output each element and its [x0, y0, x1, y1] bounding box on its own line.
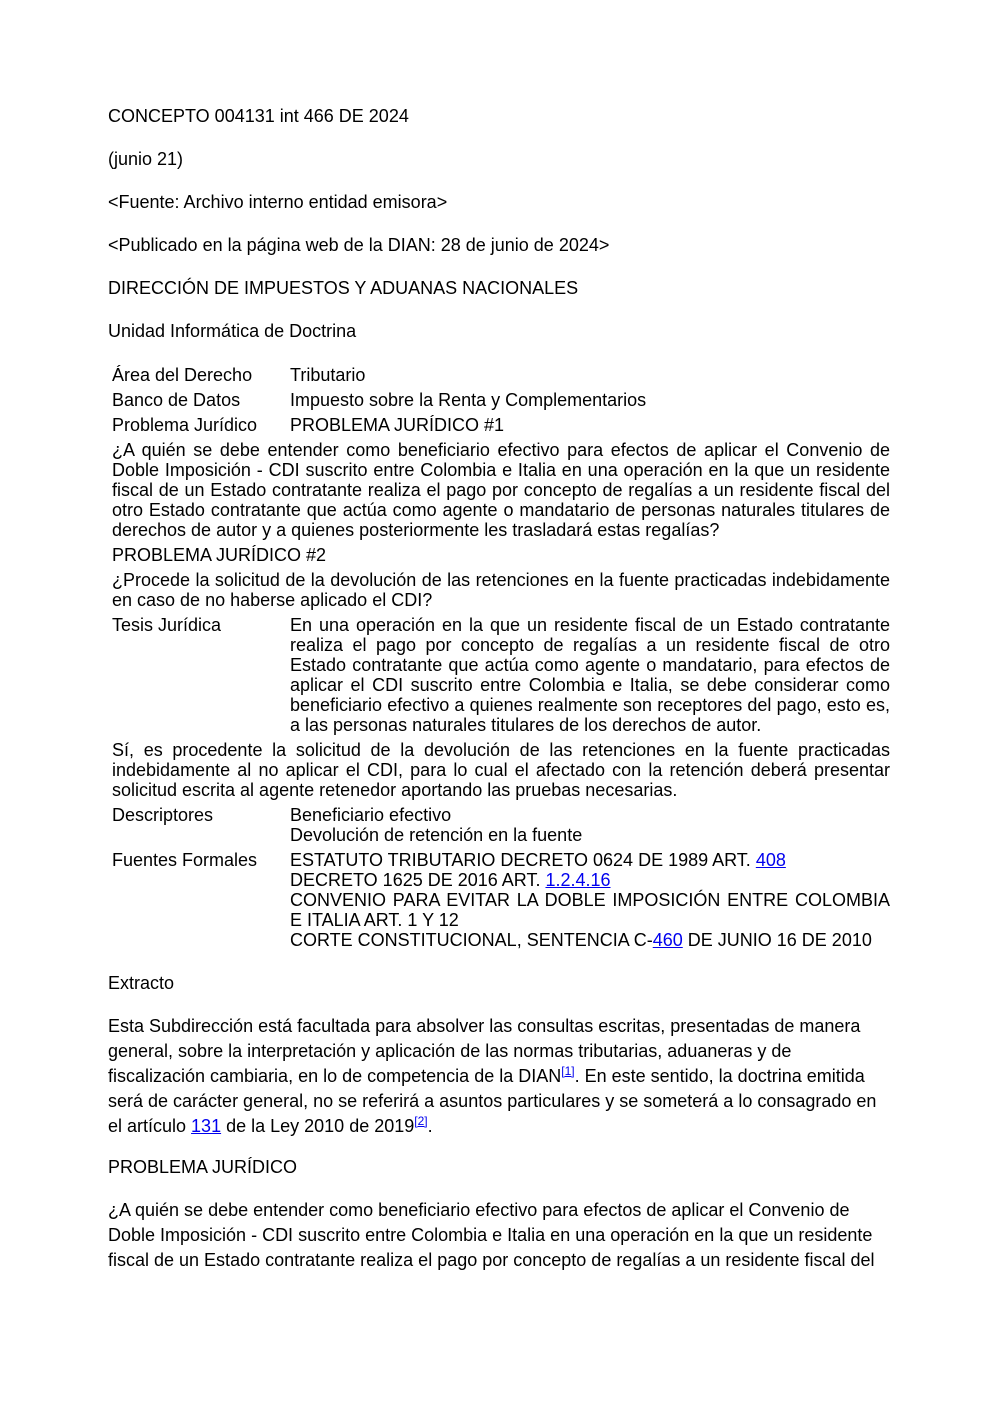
descriptor-item: Devolución de retención en la fuente [290, 825, 583, 845]
sentencia-460-link[interactable]: 460 [652, 930, 683, 950]
descriptor-item: Beneficiario efectivo [290, 805, 452, 825]
meta-row-thesis2 [112, 735, 890, 800]
problem2-title: PROBLEMA JURÍDICO #2 [112, 545, 327, 565]
art-1-2-4-16-link[interactable]: 1.2.4.16 [545, 870, 611, 890]
meta-row-descriptors [112, 800, 890, 845]
thesis-label: Tesis Jurídica [112, 615, 222, 635]
meta-row-bank [112, 385, 890, 410]
extract-paragraph: Esta Subdirección está facultada para absolver las consultas escritas, presentadas de manera general, sobre la interpretación y aplicación de las normas tributarias, aduaneras y de fiscalización cambiaria, en lo de competencia de la DIAN[1]. En este sentido, la doctrina emitida será de carácter general, no se referirá a asuntos particulares y se someterá a lo consagrado en el artículo 131 de la Ley 2010 de 2019[2]. [108, 1016, 877, 1136]
meta-row-problem2-text [112, 565, 890, 610]
bank-label: Banco de Datos [112, 390, 241, 410]
problem-paragraph: ¿A quién se debe entender como beneficiario efectivo para efectos de aplicar el Convenio de Doble Imposición - CDI suscrito entre Colombia e Italia en una operación en la que un residente fiscal de un Estado contratante realiza el pago por concepto de regalías a un residente fiscal del [108, 1200, 875, 1270]
descriptors-value [290, 800, 890, 845]
thesis2-text: Sí, es procedente la solicitud de la devolución de las retenciones en la fuente practicadas indebidamente al no aplicar el CDI, para lo cual el afectado con la retención deberá presentar solicitud escrita al agente retenedor aportando las pruebas necesarias. [112, 740, 890, 800]
document-title: CONCEPTO 004131 int 466 DE 2024 [108, 106, 409, 126]
document-date: (junio 21) [108, 149, 184, 169]
meta-row-thesis [112, 610, 890, 735]
metadata-table [112, 365, 890, 950]
sources-label: Fuentes Formales [112, 850, 258, 870]
problem1-text: ¿A quién se debe entender como beneficiario efectivo para efectos de aplicar el Convenio de Doble Imposición - CDI suscrito entre Colombia e Italia en una operación en la que un residente fiscal de un Estado contratante realiza el pago por concepto de regalías a un residente fiscal del otro Estado contratante que actúa como agente o mandatario de personas naturales titulares de derechos de autor y a quienes posteriormente les trasladará estas regalías? [112, 440, 890, 540]
footnote-1-link[interactable]: [1] [561, 1064, 575, 1078]
bank-value: Impuesto sobre la Renta y Complementarios [290, 390, 647, 410]
source-item: DECRETO 1625 DE 2016 ART. 1.2.4.16 [290, 870, 611, 890]
descriptors-label: Descriptores [112, 805, 214, 825]
problem-label: Problema Jurídico [112, 415, 258, 435]
issuing-entity: DIRECCIÓN DE IMPUESTOS Y ADUANAS NACIONALES [108, 278, 579, 298]
meta-row-area [112, 365, 890, 385]
area-label: Área del Derecho [112, 365, 253, 385]
source-note: <Fuente: Archivo interno entidad emisora> [108, 192, 448, 212]
source-item: CONVENIO PARA EVITAR LA DOBLE IMPOSICIÓN ENTRE COLOMBIA E ITALIA ART. 1 Y 12 [290, 890, 890, 930]
source-item: ESTATUTO TRIBUTARIO DECRETO 0624 DE 1989 ART. 408 [290, 850, 786, 870]
meta-row-problem1-text [112, 435, 890, 540]
problem-heading: PROBLEMA JURÍDICO [108, 1157, 298, 1177]
issuing-unit: Unidad Informática de Doctrina [108, 321, 357, 341]
footnote-2-link[interactable]: [2] [414, 1114, 428, 1128]
art-408-link[interactable]: 408 [755, 850, 786, 870]
article-131-link[interactable]: 131 [191, 1116, 222, 1136]
problem1-title: PROBLEMA JURÍDICO #1 [290, 415, 505, 435]
meta-row-problem [112, 410, 890, 435]
extract-heading: Extracto [108, 973, 175, 993]
source-item: CORTE CONSTITUCIONAL, SENTENCIA C-460 DE JUNIO 16 DE 2010 [290, 930, 872, 950]
publication-note: <Publicado en la página web de la DIAN: 28 de junio de 2024> [108, 235, 610, 255]
document-page [108, 104, 890, 1289]
sources-value [290, 845, 890, 950]
problem2-text: ¿Procede la solicitud de la devolución de las retenciones en la fuente practicadas indebidamente en caso de no haberse aplicado el CDI? [112, 570, 890, 610]
meta-row-problem2-title [112, 540, 890, 565]
thesis-text: En una operación en la que un residente fiscal de un Estado contratante realiza el pago por concepto de regalías a un residente fiscal de otro Estado contratante que actúa como agente o mandatario, para efectos de aplicar el CDI suscrito entre Colombia e Italia, se debe considerar como beneficiario efectivo a quienes realmente son receptores del pago, esto es, a las personas naturales titulares de los derechos de autor. [290, 615, 890, 735]
area-value: Tributario [290, 365, 366, 385]
meta-row-sources [112, 845, 890, 950]
